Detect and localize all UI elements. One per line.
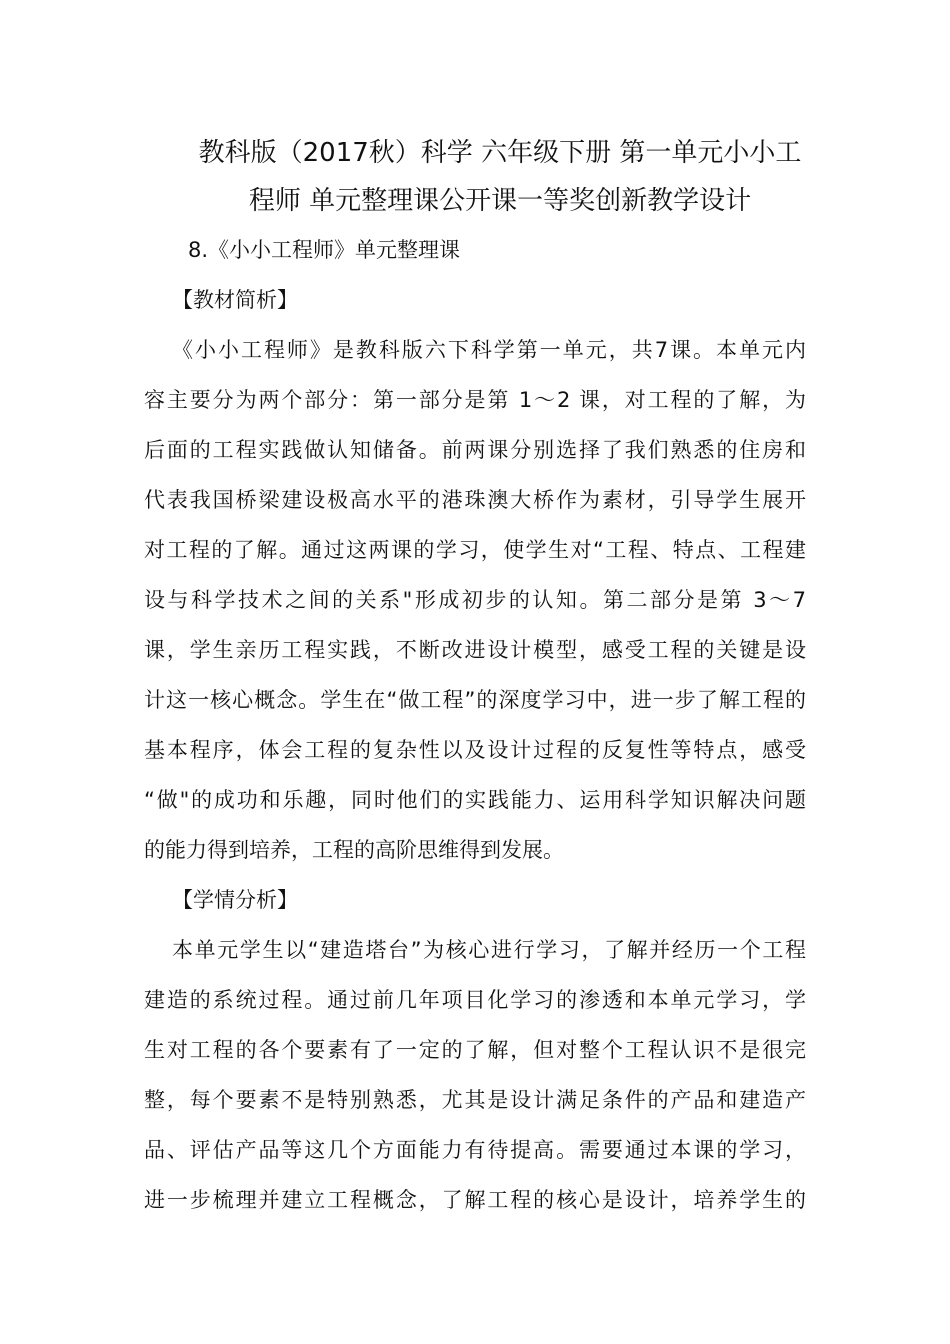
section-heading-student-analysis: 【学情分析】 (172, 888, 298, 912)
paragraph-line: 代表我国桥梁建设极高水平的港珠澳大桥作为素材，引导学生展开 (144, 488, 806, 512)
lesson-heading: 8.《小小工程师》单元整理课 (188, 238, 461, 262)
paragraph-line: 《小小工程师》是教科版六下科学第一单元，共7课。本单元内 (172, 338, 806, 362)
document-title-line-1: 教科版（2017秋）科学 六年级下册 第一单元小小工 (198, 138, 802, 168)
paragraph-line: 计这一核心概念。学生在“做工程”的深度学习中，进一步了解工程的 (144, 688, 806, 712)
paragraph-line: 整，每个要素不是特别熟悉，尤其是设计满足条件的产品和建造产 (144, 1088, 806, 1112)
paragraph-line: 建造的系统过程。通过前几年项目化学习的渗透和本单元学习，学 (144, 988, 806, 1012)
paragraph-line: 生对工程的各个要素有了一定的了解，但对整个工程认识不是很完 (144, 1038, 806, 1062)
paragraph-line: 设与科学技术之间的关系"形成初步的认知。第二部分是第 3～7 (144, 588, 806, 612)
paragraph-line: 课，学生亲历工程实践，不断改进设计模型，感受工程的关键是设 (144, 638, 806, 662)
paragraph-line: 的能力得到培养，工程的高阶思维得到发展。 (144, 838, 564, 862)
paragraph-line: 品、评估产品等这几个方面能力有待提高。需要通过本课的学习， (144, 1138, 806, 1162)
paragraph-line: 进一步梳理并建立工程概念，了解工程的核心是设计，培养学生的 (144, 1188, 806, 1212)
section-heading-textbook-analysis: 【教材简析】 (172, 288, 298, 312)
paragraph-line: 基本程序，体会工程的复杂性以及设计过程的反复性等特点，感受 (144, 738, 806, 762)
paragraph-line: 后面的工程实践做认知储备。前两课分别选择了我们熟悉的住房和 (144, 438, 806, 462)
paragraph-line: “做"的成功和乐趣，同时他们的实践能力、运用科学知识解决问题 (144, 788, 806, 812)
paragraph-line: 容主要分为两个部分：第一部分是第 1～2 课，对工程的了解，为 (144, 388, 806, 412)
paragraph-line: 本单元学生以“建造塔台”为核心进行学习，了解并经历一个工程 (172, 938, 806, 962)
paragraph-line: 对工程的了解。通过这两课的学习，使学生对“工程、特点、工程建 (144, 538, 806, 562)
document-title-line-2: 程师 单元整理课公开课一等奖创新教学设计 (248, 186, 752, 216)
